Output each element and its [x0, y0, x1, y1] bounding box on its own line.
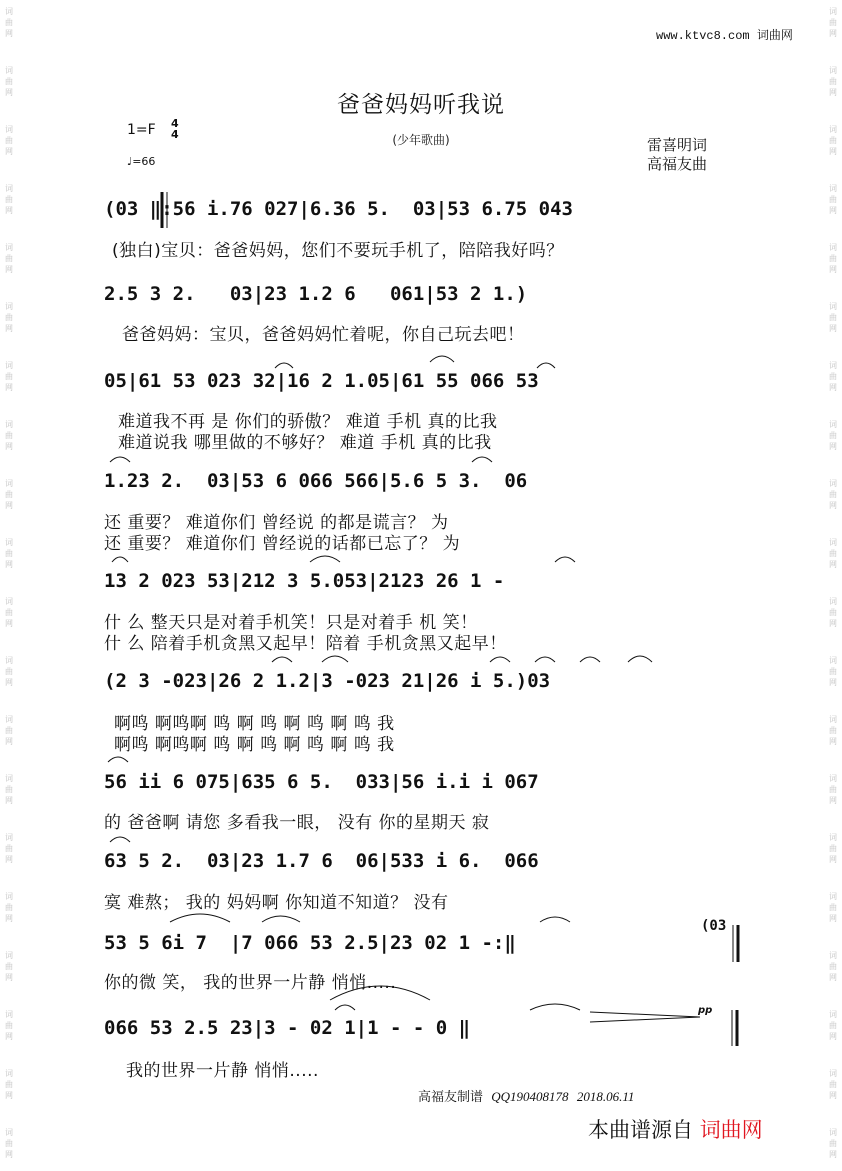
watermark-char: 曲 — [5, 844, 13, 853]
transcriber: 高福友制谱 — [418, 1090, 484, 1105]
watermark-char: 网 — [829, 29, 837, 38]
watermark-char: 词 — [829, 7, 837, 16]
watermark-char: 词 — [5, 774, 13, 783]
lyric-row-8-line-1: 寞 难熬； 我的 妈妈啊 你知道不知道？ 没有 — [104, 893, 449, 913]
watermark-char: 词 — [5, 361, 13, 370]
lyric-row-3-line-1: 难道我不再 是 你们的骄傲？ 难道 手机 真的比我 — [118, 412, 498, 432]
lyric-row-5-line-1: 什 么 整天只是对着手机笑！只是对着手 机 笑！ — [104, 613, 478, 633]
lyric-row-2-line-1: 爸爸妈妈：宝贝，爸爸妈妈忙着呢，你自己玩去吧！ — [122, 325, 525, 345]
watermark-char: 曲 — [829, 962, 837, 971]
watermark-char: 词 — [829, 597, 837, 606]
watermark-char: 曲 — [5, 1139, 13, 1148]
watermark-char: 曲 — [829, 313, 837, 322]
slur — [310, 556, 340, 562]
watermark-char: 网 — [829, 265, 837, 274]
watermark-char: 曲 — [5, 313, 13, 322]
watermark-char: 词 — [5, 1128, 13, 1137]
watermark-char: 曲 — [829, 77, 837, 86]
slur — [335, 1005, 355, 1010]
watermark-column-right — [826, 0, 840, 1171]
notation-row-10: 066 53 2.5 23|3 - 02 1|1 - - 0 ‖ — [104, 1017, 471, 1039]
slur — [628, 656, 652, 662]
watermark-char: 网 — [829, 1150, 837, 1159]
slur — [430, 356, 454, 362]
watermark-char: 词 — [829, 892, 837, 901]
watermark-char: 网 — [829, 796, 837, 805]
lyric-row-4-line-2: 还 重要？ 难道你们 曾经说的话都已忘了？ 为 — [104, 534, 461, 554]
watermark-char: 曲 — [829, 549, 837, 558]
watermark-char: 曲 — [829, 136, 837, 145]
slur — [540, 917, 570, 922]
watermark-char: 网 — [829, 88, 837, 97]
notation-row-7: 56 ii 6 075|635 6 5. 033|56 i.i i 067 — [104, 771, 539, 793]
watermark-char: 曲 — [829, 18, 837, 27]
slur — [110, 837, 130, 842]
watermark-char: 网 — [829, 324, 837, 333]
watermark-char: 曲 — [5, 785, 13, 794]
watermark-char: 词 — [829, 538, 837, 547]
watermark-char: 网 — [5, 265, 13, 274]
watermark-char: 词 — [829, 125, 837, 134]
slur — [490, 657, 510, 662]
watermark-char: 网 — [829, 973, 837, 982]
watermark-char: 曲 — [829, 254, 837, 263]
watermark-char: 网 — [5, 501, 13, 510]
watermark-char: 网 — [5, 560, 13, 569]
diminuendo-lower — [590, 1017, 700, 1022]
slur — [108, 757, 128, 762]
watermark-char: 网 — [829, 855, 837, 864]
slur — [535, 657, 555, 662]
pianissimo-mark: pp — [698, 1005, 713, 1016]
watermark-char: 词 — [829, 1069, 837, 1078]
lyric-row-3-line-2: 难道说我 哪里做的不够好？ 难道 手机 真的比我 — [118, 433, 492, 453]
watermark-char: 网 — [829, 1032, 837, 1041]
lyric-row-9-line-1: 你的微 笑， 我的世界一片静 悄悄..... — [104, 973, 397, 993]
diminuendo-upper — [590, 1012, 700, 1017]
lyric-row-10-line-1: 我的世界一片静 悄悄..... — [126, 1061, 319, 1081]
watermark-char: 网 — [5, 442, 13, 451]
watermark-char: 词 — [829, 420, 837, 429]
watermark-char: 词 — [5, 951, 13, 960]
watermark-char: 词 — [5, 420, 13, 429]
watermark-char: 曲 — [5, 667, 13, 676]
watermark-char: 词 — [5, 479, 13, 488]
key-label: 1=F — [127, 122, 156, 138]
watermark-char: 曲 — [829, 726, 837, 735]
credits — [647, 136, 707, 174]
watermark-char: 词 — [5, 184, 13, 193]
watermark-char: 网 — [829, 678, 837, 687]
watermark-char: 曲 — [5, 1080, 13, 1089]
slur — [275, 363, 293, 368]
transcriber-qq: QQ190408178 — [491, 1089, 569, 1104]
slur — [110, 457, 130, 462]
watermark-char: 词 — [829, 184, 837, 193]
watermark-char: 曲 — [5, 903, 13, 912]
watermark-char: 曲 — [5, 490, 13, 499]
source-credit — [588, 1114, 763, 1144]
slur — [472, 457, 492, 462]
watermark-char: 网 — [5, 737, 13, 746]
time-signature — [171, 118, 179, 140]
watermark-char: 曲 — [5, 195, 13, 204]
watermark-char: 词 — [829, 243, 837, 252]
song-title: 爸爸妈妈听我说 — [337, 92, 505, 118]
watermark-char: 词 — [5, 892, 13, 901]
watermark-char: 词 — [829, 1128, 837, 1137]
watermark-char: 网 — [5, 29, 13, 38]
watermark-char: 曲 — [829, 490, 837, 499]
notation-row-4: 1.23 2. 03|53 6 066 566|5.6 5 3. 06 — [104, 470, 528, 492]
watermark-char: 词 — [829, 479, 837, 488]
watermark-char: 词 — [5, 597, 13, 606]
transcriber-signature — [418, 1086, 634, 1105]
watermark-char: 曲 — [5, 136, 13, 145]
watermark-char: 网 — [5, 914, 13, 923]
watermark-char: 曲 — [829, 608, 837, 617]
key-signature — [127, 117, 179, 141]
watermark-char: 词 — [829, 66, 837, 75]
watermark-char: 词 — [829, 656, 837, 665]
notation-row-6: (2 3 -023|26 2 1.2|3 -023 21|26 i 5.)03 — [104, 670, 551, 692]
notation-row-2: 2.5 3 2. 03|23 1.2 6 061|53 2 1.) — [104, 283, 528, 305]
watermark-char: 词 — [829, 361, 837, 370]
watermark-char: 词 — [5, 833, 13, 842]
lyric-row-4-line-1: 还 重要？ 难道你们 曾经说 的都是谎言？ 为 — [104, 513, 449, 533]
watermark-char: 词 — [829, 715, 837, 724]
watermark-char: 曲 — [829, 431, 837, 440]
slur — [262, 916, 300, 922]
composer: 高福友曲 — [647, 155, 708, 173]
tempo-marking: ♩=66 — [127, 155, 156, 168]
watermark-char: 曲 — [829, 195, 837, 204]
watermark-char: 网 — [5, 619, 13, 628]
watermark-char: 曲 — [829, 1021, 837, 1030]
time-bottom: 4 — [171, 128, 179, 141]
watermark-char: 网 — [829, 619, 837, 628]
watermark-char: 曲 — [5, 372, 13, 381]
watermark-char: 曲 — [829, 903, 837, 912]
watermark-char: 网 — [5, 206, 13, 215]
watermark-char: 词 — [829, 1010, 837, 1019]
watermark-char: 词 — [829, 833, 837, 842]
watermark-char: 网 — [5, 796, 13, 805]
watermark-char: 网 — [829, 442, 837, 451]
watermark-char: 网 — [829, 206, 837, 215]
watermark-char: 曲 — [829, 1080, 837, 1089]
watermark-char: 词 — [5, 66, 13, 75]
watermark-char: 词 — [5, 243, 13, 252]
watermark-char: 网 — [829, 1091, 837, 1100]
watermark-char: 曲 — [5, 77, 13, 86]
watermark-char: 曲 — [829, 667, 837, 676]
watermark-char: 词 — [5, 1010, 13, 1019]
watermark-char: 词 — [5, 7, 13, 16]
watermark-char: 网 — [5, 88, 13, 97]
repeat-ending-note: (03 — [701, 918, 727, 934]
watermark-char: 曲 — [5, 549, 13, 558]
lyric-row-1-line-1: (独白)宝贝：爸爸妈妈，您们不要玩手机了，陪陪我好吗？ — [112, 241, 564, 261]
slur — [580, 657, 600, 662]
watermark-char: 词 — [829, 951, 837, 960]
watermark-char: 词 — [5, 656, 13, 665]
watermark-char: 网 — [5, 383, 13, 392]
slur — [170, 914, 230, 922]
watermark-char: 网 — [5, 324, 13, 333]
slur — [555, 557, 575, 562]
watermark-char: 曲 — [5, 431, 13, 440]
watermark-char: 曲 — [829, 372, 837, 381]
watermark-char: 网 — [5, 147, 13, 156]
watermark-char: 曲 — [5, 608, 13, 617]
watermark-char: 曲 — [829, 785, 837, 794]
watermark-char: 网 — [829, 501, 837, 510]
watermark-char: 网 — [5, 1032, 13, 1041]
notation-row-9: 53 5 6i 7 |7 066 53 2.5|23 02 1 -:‖ — [104, 932, 516, 954]
watermark-char: 词 — [5, 1069, 13, 1078]
watermark-char: 词 — [5, 715, 13, 724]
notation-row-1: (03 ‖:56 i.76 027|6.36 5. 03|53 6.75 043 — [104, 198, 573, 220]
site-url[interactable]: www.ktvc8.com 词曲网 — [656, 29, 793, 43]
watermark-column-left — [2, 0, 16, 1171]
lyric-row-7-line-1: 的 爸爸啊 请您 多看我一眼， 没有 你的星期天 寂 — [104, 813, 490, 833]
watermark-char: 网 — [829, 737, 837, 746]
watermark-char: 网 — [5, 1091, 13, 1100]
watermark-char: 曲 — [5, 962, 13, 971]
slur — [530, 1004, 580, 1010]
lyricist: 雷喜明词 — [647, 136, 708, 154]
watermark-char: 词 — [5, 538, 13, 547]
slur — [272, 657, 292, 662]
watermark-char: 网 — [829, 383, 837, 392]
watermark-char: 网 — [829, 560, 837, 569]
watermark-char: 网 — [5, 678, 13, 687]
lyric-row-6-line-1: 啊鸣 啊鸣啊 鸣 啊 鸣 啊 鸣 啊 鸣 我 — [114, 714, 395, 734]
watermark-char: 曲 — [5, 18, 13, 27]
watermark-char: 网 — [5, 1150, 13, 1159]
watermark-char: 曲 — [5, 254, 13, 263]
watermark-char: 网 — [5, 973, 13, 982]
time-top: 4 — [171, 117, 179, 130]
watermark-char: 网 — [829, 914, 837, 923]
watermark-char: 词 — [829, 302, 837, 311]
watermark-char: 词 — [5, 302, 13, 311]
song-subtitle: (少年歌曲) — [392, 133, 450, 147]
watermark-char: 曲 — [829, 844, 837, 853]
watermark-char: 曲 — [5, 726, 13, 735]
watermark-char: 曲 — [829, 1139, 837, 1148]
slur — [322, 656, 348, 662]
watermark-char: 网 — [5, 855, 13, 864]
watermark-char: 曲 — [5, 1021, 13, 1030]
transcribe-date: 2018.06.11 — [576, 1089, 635, 1104]
source-site-link[interactable]: 词曲网 — [699, 1118, 763, 1142]
notation-row-3: 05|61 53 023 32|16 2 1.05|61 55 066 53 — [104, 370, 539, 392]
slur — [537, 363, 555, 368]
lyric-row-5-line-2: 什 么 陪着手机贪黑又起早！陪着 手机贪黑又起早！ — [104, 634, 507, 654]
notation-row-5: 13 2 023 53|212 3 5.053|2123 26 1 - — [104, 570, 505, 592]
watermark-char: 词 — [829, 774, 837, 783]
watermark-char: 网 — [829, 147, 837, 156]
watermark-char: 词 — [5, 125, 13, 134]
lyric-row-6-line-2: 啊鸣 啊鸣啊 鸣 啊 鸣 啊 鸣 啊 鸣 我 — [114, 735, 395, 755]
slur — [112, 557, 128, 562]
source-prefix: 本曲谱源自 — [588, 1118, 693, 1142]
notation-row-8: 63 5 2. 03|23 1.7 6 06|533 i 6. 066 — [104, 850, 539, 872]
